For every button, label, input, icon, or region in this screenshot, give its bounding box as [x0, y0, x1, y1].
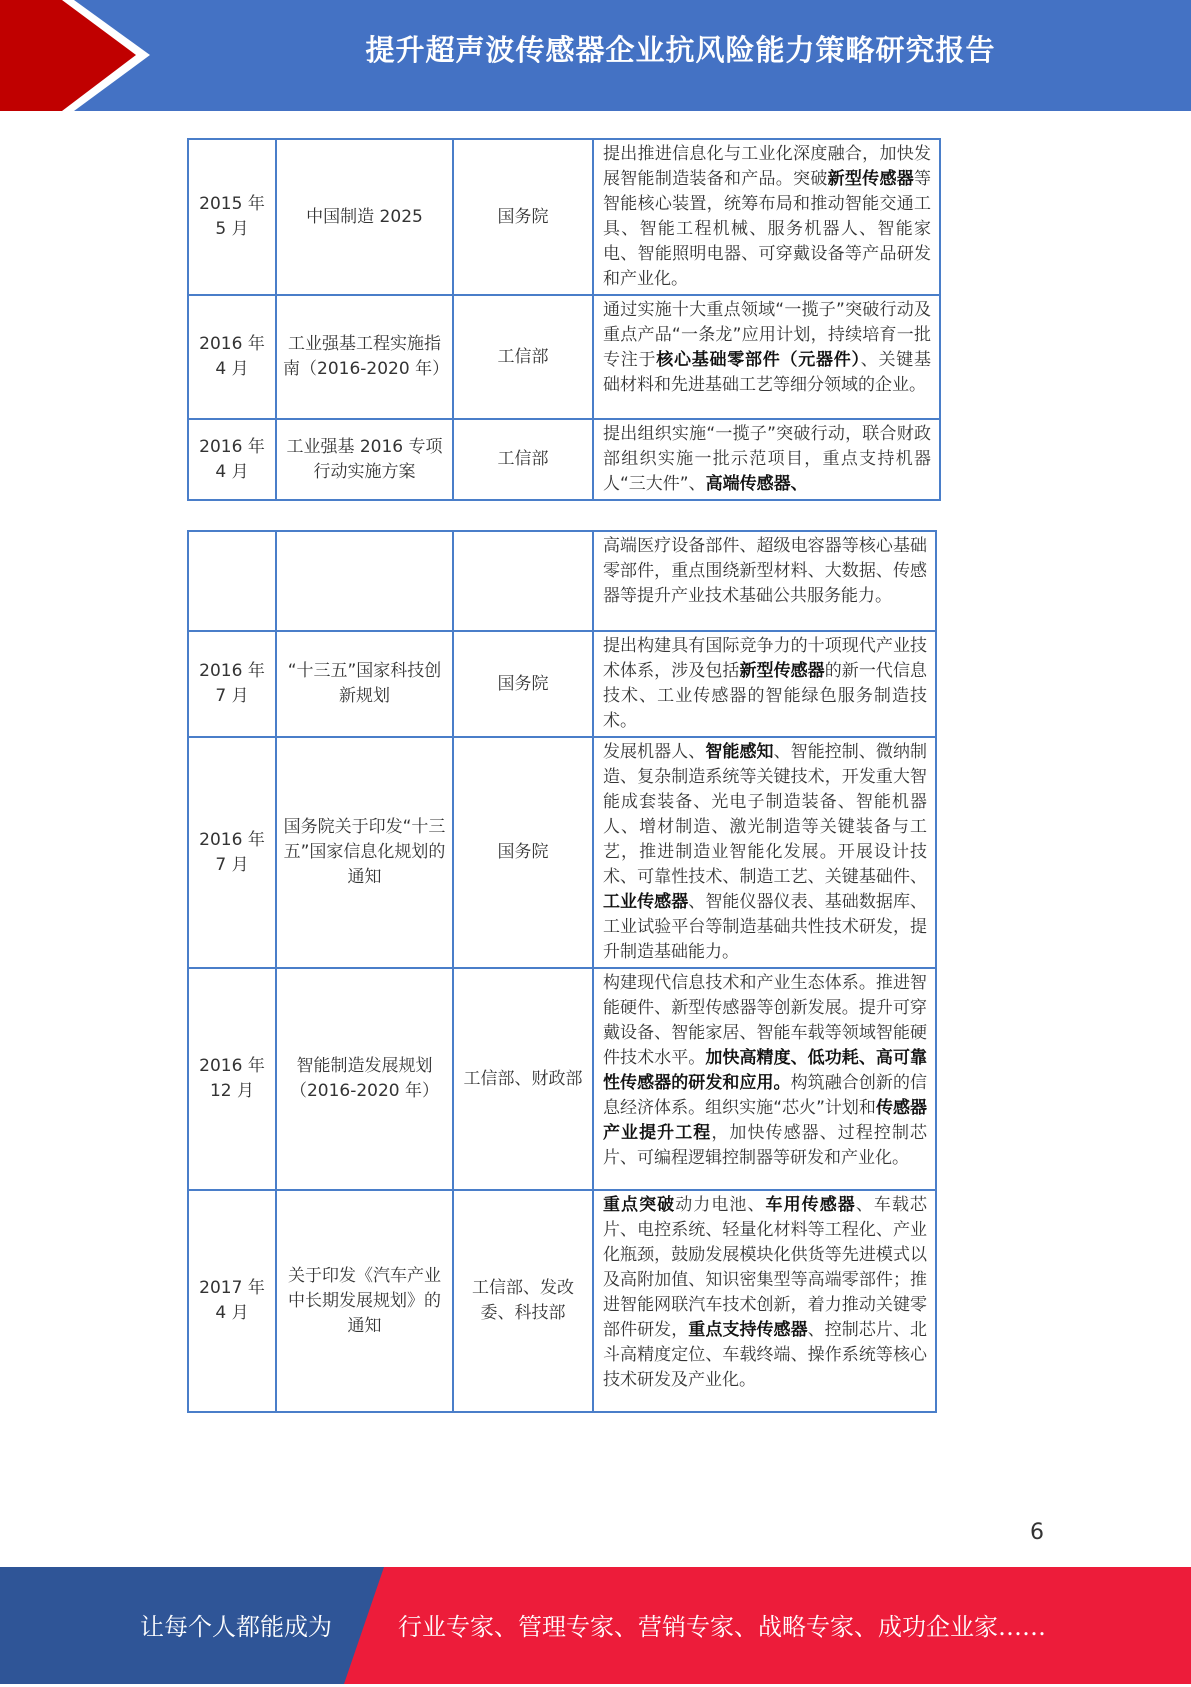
- description-text: 提出组织实施“一揽子”突破行动，联合财政部组织实施一批示范项目，重点支持机器人“三大件”、: [603, 424, 931, 494]
- policy-name-cell: 工业强基 2016 专项行动实施方案: [276, 419, 453, 500]
- date-cell: 2016 年 7 月: [188, 631, 276, 737]
- table-row: [188, 531, 936, 631]
- date-cell: [188, 531, 276, 631]
- table-body: [188, 139, 940, 500]
- page-number: 6: [1030, 1520, 1044, 1545]
- description-cell: [593, 631, 936, 737]
- description-cell: [593, 419, 940, 500]
- description-text: 的新一代信息技术、工业传感器的智能绿色服务制造技术。: [603, 661, 928, 731]
- emphasized-text: 智能感知: [705, 742, 774, 762]
- department-cell: 工信部: [453, 419, 593, 500]
- description-cell: [593, 531, 936, 631]
- chevron-arrow-icon: [0, 0, 160, 111]
- document-title: 提升超声波传感器企业抗风险能力策略研究报告: [365, 33, 996, 67]
- description-cell: [593, 139, 940, 295]
- emphasized-text: 新型传感器: [739, 661, 825, 681]
- description-text: 、智能控制、微纳制造、复杂制造系统等关键技术，开发重大智能成套装备、光电子制造装备、智能机器人、增材制造、激光制造等关键装备与工艺，推进制造业智能化发展。开展设计技术、可靠性技术、制造工艺、关键基础件、: [603, 742, 928, 887]
- date-cell: 2016 年 7 月: [188, 737, 276, 968]
- description-text: 、控制芯片、北斗高精度定位、车载终端、操作系统等核心技术研发及产业化。: [603, 1320, 928, 1390]
- page-header: [0, 0, 1191, 111]
- emphasized-text: 新型传感器: [827, 169, 915, 189]
- emphasized-text: 核心基础零部件（元器件）: [656, 350, 861, 370]
- description-text: 提出构建具有国际竞争力的十项现代产业技术体系，涉及包括: [603, 636, 927, 681]
- description-cell: [593, 737, 936, 968]
- emphasized-text: 加快高精度、低功耗、高可靠性传感器的研发和应用。: [603, 1048, 928, 1093]
- policy-name-cell: 关于印发《汽车产业中长期发展规划》的通知: [276, 1190, 453, 1412]
- description-text: 构筑融合创新的信息经济体系。组织实施“芯火”计划和: [603, 1073, 928, 1118]
- policy-table-part-2: [187, 530, 937, 1413]
- description-cell: [593, 295, 940, 419]
- department-cell: 工信部、财政部: [453, 968, 593, 1190]
- footer-slogan-left: 让每个人都能成为: [140, 1613, 332, 1641]
- table-row: [188, 1190, 936, 1412]
- department-cell: 工信部: [453, 295, 593, 419]
- department-cell: 工信部、发改委、科技部: [453, 1190, 593, 1412]
- date-cell: 2017 年 4 月: [188, 1190, 276, 1412]
- description-text: 等智能核心装置，统筹布局和推动智能交通工具、智能工程机械、服务机器人、智能家电、智能照明电器、可穿戴设备等产品研发和产业化。: [603, 169, 932, 289]
- description-text: 发展机器人、: [603, 742, 706, 762]
- table-body: [188, 531, 936, 1412]
- description-text: 、智能仪器仪表、基础数据库、工业试验平台等制造基础共性技术研发，提升制造基础能力。: [603, 892, 928, 962]
- table-row: [188, 295, 940, 419]
- emphasized-text: 重点突破: [603, 1195, 676, 1215]
- table-row: [188, 139, 940, 295]
- department-cell: 国务院: [453, 737, 593, 968]
- department-cell: 国务院: [453, 139, 593, 295]
- description-text: 提出推进信息化与工业化深度融合，加快发展智能制造装备和产品。突破: [603, 144, 931, 189]
- description-text: 高端医疗设备部件、超级电容器等核心基础零部件，重点围绕新型材料、大数据、传感器等提升产业技术基础公共服务能力。: [603, 536, 927, 606]
- page-footer: [0, 1567, 1191, 1684]
- table-row: [188, 419, 940, 500]
- date-cell: 2015 年 5 月: [188, 139, 276, 295]
- table-row: [188, 968, 936, 1190]
- date-cell: 2016 年 4 月: [188, 295, 276, 419]
- policy-name-cell: 工业强基工程实施指南（2016-2020 年）: [276, 295, 453, 419]
- footer-slogan-right: 行业专家、管理专家、营销专家、战略专家、成功企业家……: [398, 1613, 1046, 1641]
- description-text: 动力电池、: [675, 1195, 766, 1215]
- description-cell: [593, 1190, 936, 1412]
- date-cell: 2016 年 4 月: [188, 419, 276, 500]
- emphasized-text: 传感器产业提升工程: [603, 1098, 927, 1143]
- emphasized-text: 车用传感器: [765, 1195, 856, 1215]
- policy-name-cell: 国务院关于印发“十三五”国家信息化规划的通知: [276, 737, 453, 968]
- description-cell: [593, 968, 936, 1190]
- policy-name-cell: “十三五”国家科技创新规划: [276, 631, 453, 737]
- date-cell: 2016 年 12 月: [188, 968, 276, 1190]
- policy-name-cell: [276, 531, 453, 631]
- description-text: 构建现代信息技术和产业生态体系。推进智能硬件、新型传感器等创新发展。提升可穿戴设备、智能家居、智能车载等领域智能硬件技术水平。: [603, 973, 927, 1068]
- description-text: 、车载芯片、电控系统、轻量化材料等工程化、产业化瓶颈，鼓励发展模块化供货等先进模式以及高附加值、知识密集型等高端零部件；推进智能网联汽车技术创新，着力推动关键零部件研发，: [603, 1195, 928, 1340]
- table-row: [188, 737, 936, 968]
- description-text: ，加快传感器、过程控制芯片、可编程逻辑控制器等研发和产业化。: [603, 1123, 928, 1168]
- description-text: 通过实施十大重点领域“一揽子”突破行动及重点产品“一条龙”应用计划，持续培育一批专注于: [603, 300, 931, 370]
- policy-table-part-1: [187, 138, 941, 501]
- table-row: [188, 631, 936, 737]
- emphasized-text: 重点支持传感器: [688, 1320, 808, 1340]
- department-cell: 国务院: [453, 631, 593, 737]
- policy-name-cell: 中国制造 2025: [276, 139, 453, 295]
- department-cell: [453, 531, 593, 631]
- emphasized-text: 工业传感器: [603, 892, 689, 912]
- description-text: 、关键基础材料和先进基础工艺等细分领域的企业。: [603, 350, 931, 395]
- emphasized-text: 高端传感器、: [705, 474, 808, 494]
- policy-name-cell: 智能制造发展规划（2016-2020 年）: [276, 968, 453, 1190]
